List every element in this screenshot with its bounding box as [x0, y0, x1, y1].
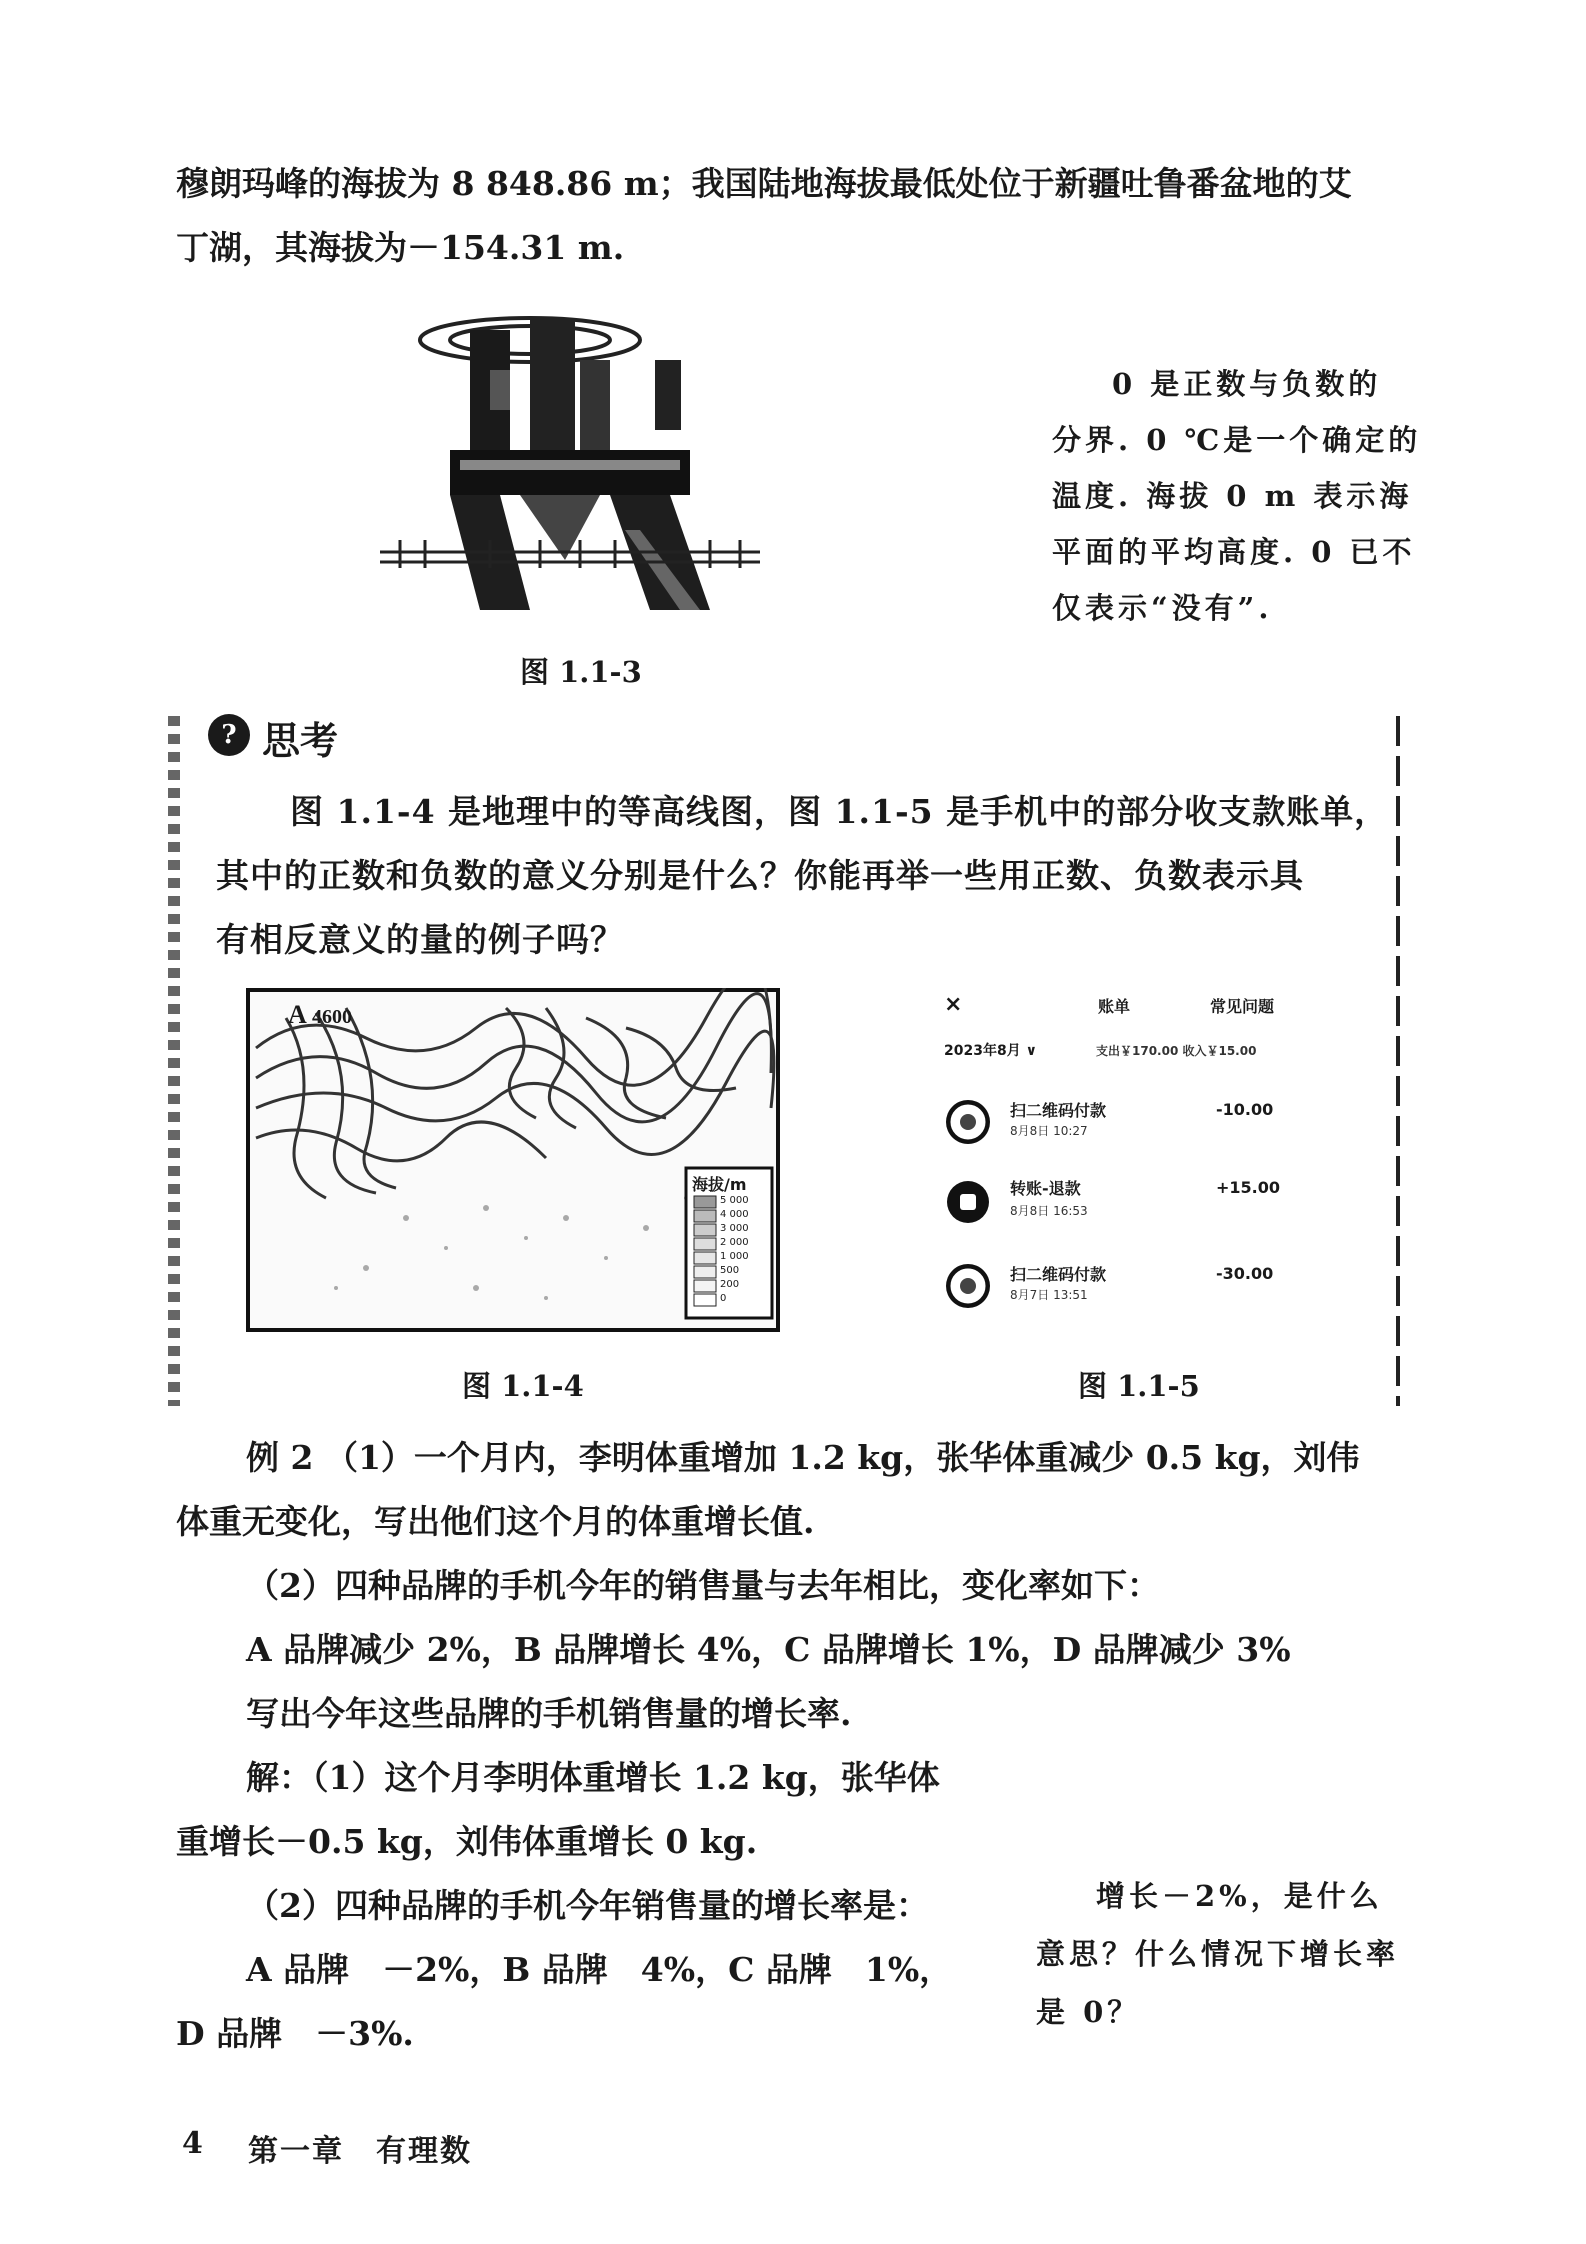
solution-line-4: A 品牌 －2%，B 品牌 4%，C 品牌 1%， [246, 1950, 953, 1989]
example-2-line-4: A 品牌减少 2%，B 品牌增长 4%，C 品牌增长 1%，D 品牌减少 3% [246, 1630, 1291, 1669]
bill-summary: 支出￥170.00 收入￥15.00 [1096, 1044, 1257, 1058]
think-box-left-edge [168, 716, 180, 1406]
legend-title: 海拔/m [692, 1175, 747, 1194]
figure-1-1-3-caption: 图 1.1-3 [520, 655, 642, 689]
intro-line-1: 穆朗玛峰的海拔为 8 848.86 m；我国陆地海拔最低处位于新疆吐鲁番盆地的艾 [176, 164, 1352, 203]
side-note-growth-1: 增长－2%，是什么 [1096, 1879, 1383, 1913]
faq-link[interactable]: 常见问题 [1210, 997, 1275, 1016]
phone-bill-screen [920, 980, 1310, 1350]
solution-line-5: D 品牌 －3%. [176, 2014, 414, 2053]
legend-value: 1 000 [720, 1251, 749, 1262]
bill-item-amount: -10.00 [1216, 1100, 1274, 1119]
think-line-3: 有相反意义的量的例子吗？ [216, 920, 624, 959]
figure-1-1-5-caption: 图 1.1-5 [1078, 1369, 1200, 1403]
solution-line-2: 重增长－0.5 kg，刘伟体重增长 0 kg. [176, 1822, 758, 1861]
bill-item-name: 扫二维码付款 [1010, 1265, 1107, 1284]
qr-pay-icon [946, 1100, 990, 1144]
side-note-growth-2: 意思？什么情况下增长率 [1036, 1937, 1400, 1971]
qr-pay-icon [946, 1264, 990, 1308]
example-2-line-3: （2）四种品牌的手机今年的销售量与去年相比，变化率如下： [246, 1566, 1160, 1605]
bill-item-name: 扫二维码付款 [1010, 1101, 1107, 1120]
side-note-zero-4: 平面的平均高度. 0 已不 [1052, 535, 1416, 569]
example-2-line-5: 写出今年这些品牌的手机销售量的增长率. [246, 1694, 852, 1733]
solution-line-3: （2）四种品牌的手机今年销售量的增长率是： [246, 1886, 929, 1925]
bill-item-amount: +15.00 [1216, 1178, 1281, 1197]
think-icon: ? [208, 714, 250, 756]
bill-item-amount: -30.00 [1216, 1264, 1274, 1283]
contour-map [246, 988, 780, 1332]
peak-label: A [288, 1000, 307, 1029]
side-note-zero-3: 温度. 海拔 0 m 表示海 [1052, 479, 1413, 513]
think-line-2: 其中的正数和负数的意义分别是什么？你能再举一些用正数、负数表示具 [216, 856, 1304, 895]
monument-photo [380, 300, 760, 630]
legend-value: 4 000 [720, 1209, 749, 1220]
side-note-zero-1: 0 是正数与负数的 [1112, 367, 1382, 401]
figure-1-1-4-caption: 图 1.1-4 [462, 1369, 584, 1403]
transfer-icon [946, 1180, 990, 1224]
legend-value: 0 [720, 1293, 727, 1304]
legend-value: 200 [720, 1279, 740, 1290]
think-line-1: 图 1.1-4 是地理中的等高线图，图 1.1-5 是手机中的部分收支款账单， [290, 792, 1389, 831]
example-2-line-1: 例 2 （1）一个月内，李明体重增加 1.2 kg，张华体重减少 0.5 kg，刘伟 [246, 1438, 1360, 1477]
month-selector[interactable]: 2023年8月 ∨ [944, 1043, 1037, 1059]
legend-value: 2 000 [720, 1237, 749, 1248]
legend-value: 3 000 [720, 1223, 749, 1234]
side-note-zero-2: 分界. 0 ℃是一个确定的 [1052, 423, 1422, 457]
bill-item-time: 8月8日 16:53 [1010, 1204, 1088, 1218]
bill-item-time: 8月7日 13:51 [1010, 1288, 1088, 1302]
think-box-right-edge [1396, 716, 1400, 1406]
peak-height: 4600 [312, 1006, 352, 1028]
side-note-growth-3: 是 0？ [1036, 1995, 1141, 2029]
legend-value: 5 000 [720, 1195, 749, 1206]
bill-item-name: 转账-退款 [1010, 1179, 1081, 1198]
legend-value: 500 [720, 1265, 740, 1276]
close-icon[interactable]: × [944, 992, 963, 1017]
intro-line-2: 丁湖，其海拔为－154.31 m. [176, 228, 625, 267]
chapter-title: 第一章 有理数 [248, 2134, 472, 2169]
side-note-zero-5: 仅表示“没有”. [1052, 591, 1273, 625]
solution-line-1: 解：（1）这个月李明体重增长 1.2 kg，张华体 [246, 1758, 940, 1797]
example-2-line-2: 体重无变化，写出他们这个月的体重增长值. [176, 1502, 815, 1541]
page-number: 4 [182, 2126, 203, 2161]
legend-values [720, 1194, 749, 1306]
think-title: 思考 [262, 718, 339, 763]
bill-title: 账单 [1098, 997, 1131, 1016]
bill-item-time: 8月8日 10:27 [1010, 1124, 1088, 1138]
